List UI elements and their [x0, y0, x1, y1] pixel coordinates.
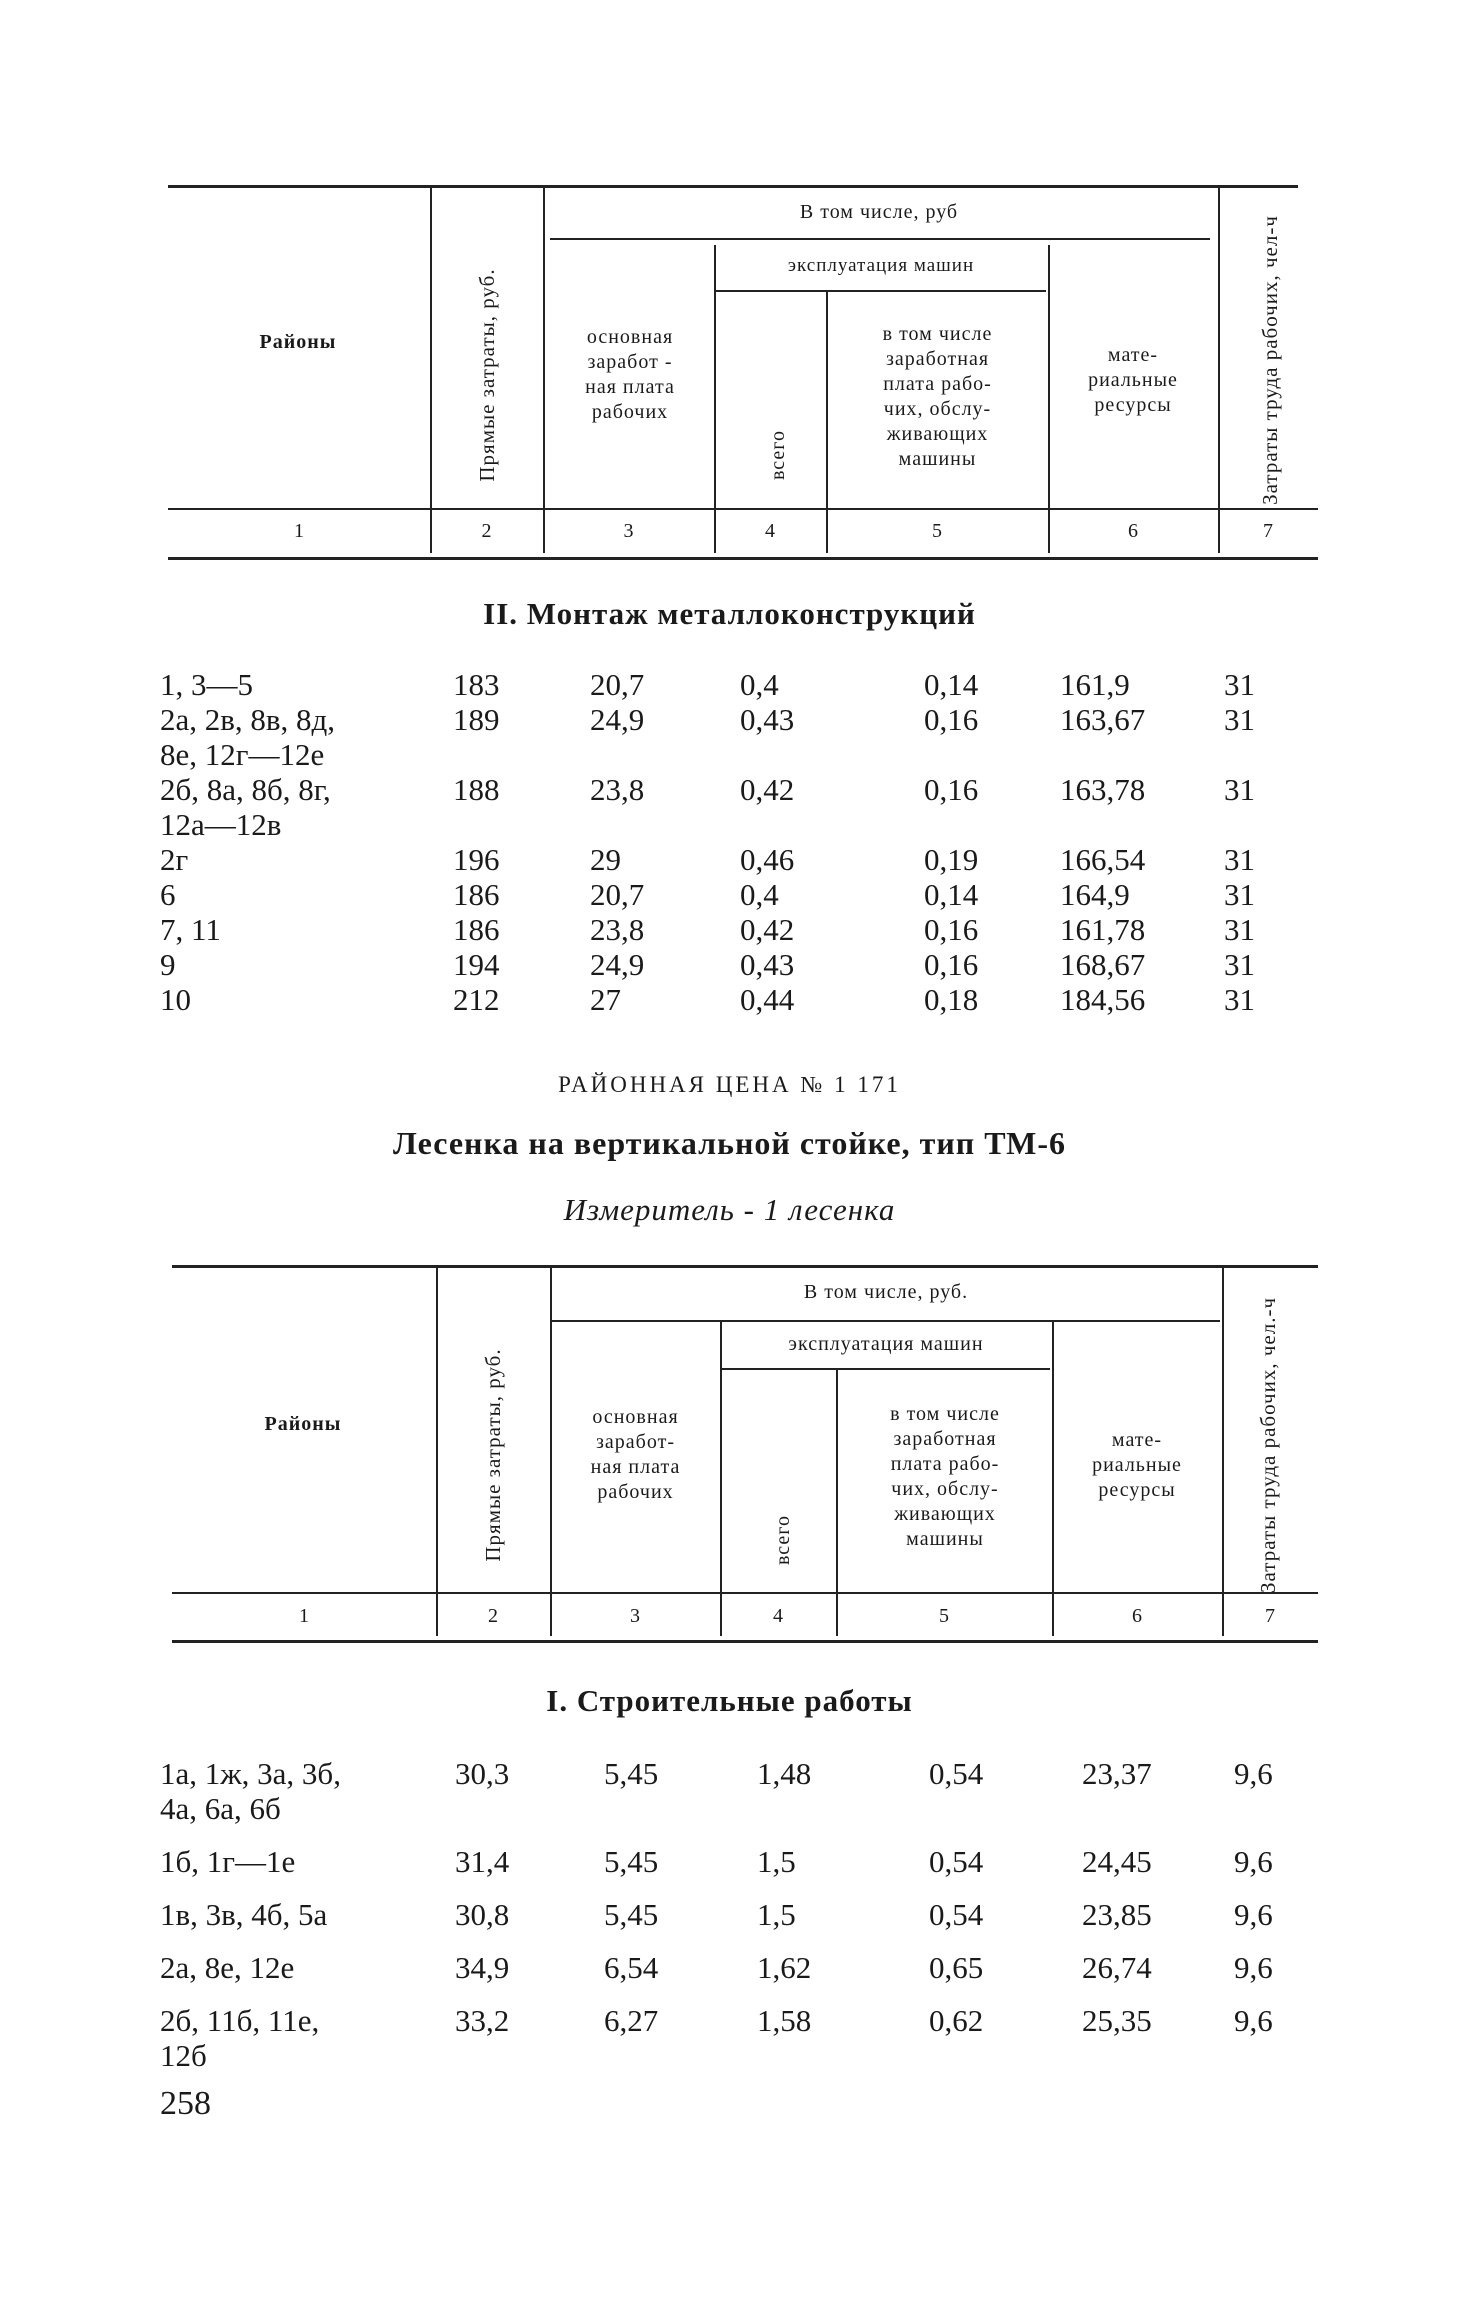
table2-col-incl-wage: в том числе заработная плата рабо- чих, обслу- живающих машины [890, 1403, 1000, 1550]
cell-materials: 163,67 [1060, 702, 1146, 737]
table1-divider [826, 290, 828, 553]
cell-incl: 0,54 [929, 1897, 984, 1932]
table1-group-rule [716, 290, 1046, 292]
cell-labor: 9,6 [1234, 2003, 1273, 2038]
table1-colnum: 6 [1128, 520, 1138, 542]
cell-incl: 0,14 [924, 667, 979, 702]
table2-col-base-wage: основная заработ- ная плата рабочих [590, 1406, 681, 1503]
table-row [0, 772, 1459, 808]
table2-col-materials: мате- риальные ресурсы [1092, 1429, 1182, 1501]
table-row [0, 1756, 1459, 1792]
table1-colnum: 1 [294, 520, 304, 542]
cell-wage: 23,8 [590, 912, 645, 947]
cell-materials: 163,78 [1060, 772, 1146, 807]
page-number: 258 [160, 2085, 211, 2122]
table1-header-rule [168, 508, 1318, 510]
cell-wage: 5,45 [604, 1897, 659, 1932]
table2-group-rule [552, 1320, 1220, 1322]
cell-incl: 0,16 [924, 702, 979, 737]
table-row [0, 1844, 1459, 1880]
cell-materials: 23,37 [1082, 1756, 1152, 1791]
table2-colnum: 7 [1265, 1605, 1275, 1627]
table-row [0, 947, 1459, 983]
cell-wage: 6,27 [604, 2003, 659, 2038]
table-row [0, 667, 1459, 703]
cell-incl: 0,54 [929, 1844, 984, 1879]
cell-labor: 9,6 [1234, 1950, 1273, 1985]
cell-total: 0,42 [740, 912, 795, 947]
cell-total: 1,5 [757, 1844, 796, 1879]
cell-region: 1в, 3в, 4б, 5а [160, 1897, 328, 1932]
cell-direct: 31,4 [455, 1844, 510, 1879]
cell-region: 1а, 1ж, 3а, 3б, [160, 1756, 341, 1791]
table1-col-machine-operation: эксплуатация машин [787, 255, 975, 276]
cell-materials: 24,45 [1082, 1844, 1152, 1879]
cell-labor: 9,6 [1234, 1756, 1273, 1791]
table2-col-direct-costs: Прямые затраты, руб. [481, 1348, 505, 1562]
cell-incl: 0,14 [924, 877, 979, 912]
table1-colnum: 7 [1263, 520, 1273, 542]
cell-direct: 189 [453, 702, 500, 737]
table2-divider [836, 1368, 838, 1636]
cell-region: 2б, 8а, 8б, 8г, [160, 772, 331, 807]
table2-colnum: 3 [630, 1605, 640, 1627]
cell-total: 0,42 [740, 772, 795, 807]
table1-colnum: 2 [481, 520, 492, 542]
cell-region: 9 [160, 947, 176, 982]
cell-labor: 31 [1224, 667, 1255, 702]
cell-total: 0,43 [740, 947, 795, 982]
cell-labor: 31 [1224, 842, 1255, 877]
cell-direct: 186 [453, 877, 500, 912]
cell-wage: 5,45 [604, 1844, 659, 1879]
cell-direct: 186 [453, 912, 500, 947]
cell-materials: 166,54 [1060, 842, 1146, 877]
cell-labor: 31 [1224, 947, 1255, 982]
cell-total: 0,4 [740, 667, 779, 702]
table-row [0, 912, 1459, 948]
table1-col-direct-costs: Прямые затраты, руб. [475, 268, 499, 482]
table1-colnum: 3 [623, 520, 634, 542]
table2-group-rule [722, 1368, 1050, 1370]
cell-region: 7, 11 [160, 912, 221, 947]
cell-region: 2г [160, 842, 189, 877]
cell-wage: 20,7 [590, 667, 645, 702]
table2-colnum: 2 [488, 1605, 498, 1627]
cell-region: 6 [160, 877, 176, 912]
cell-wage: 27 [590, 982, 621, 1017]
table2-bottom-rule [172, 1640, 1318, 1643]
cell-wage: 23,8 [590, 772, 645, 807]
cell-total: 0,4 [740, 877, 779, 912]
cell-total: 0,46 [740, 842, 795, 877]
cell-incl: 0,16 [924, 947, 979, 982]
table-row [0, 877, 1459, 913]
cell-labor: 31 [1224, 982, 1255, 1017]
table2-colnum: 4 [773, 1605, 783, 1627]
cell-direct: 30,3 [455, 1756, 510, 1791]
table2-top-rule [172, 1265, 1318, 1268]
cell-wage: 29 [590, 842, 621, 877]
cell-total: 0,44 [740, 982, 795, 1017]
cell-region: 1, 3—5 [160, 667, 253, 702]
cell-incl: 0,19 [924, 842, 979, 877]
cell-incl: 0,62 [929, 2003, 984, 2038]
table2-colnum: 5 [939, 1605, 949, 1627]
cell-incl: 0,16 [924, 772, 979, 807]
cell-materials: 26,74 [1082, 1950, 1152, 1985]
cell-materials: 164,9 [1060, 877, 1130, 912]
table2-section-title: I. Строительные работы [546, 1683, 913, 1718]
cell-labor: 9,6 [1234, 1897, 1273, 1932]
table1-bottom-rule [168, 557, 1318, 560]
table2-col-machine-operation: эксплуатация машин [788, 1333, 984, 1355]
cell-labor: 31 [1224, 877, 1255, 912]
table2-colnum: 1 [299, 1605, 309, 1627]
table1-colnum: 5 [932, 520, 942, 542]
cell-incl: 0,65 [929, 1950, 984, 1985]
cell-region-continued: 4а, 6а, 6б [160, 1791, 281, 1826]
cell-region: 2б, 11б, 11е, [160, 2003, 320, 2038]
table2-col-labor: Затраты труда рабочих, чел.-ч [1256, 1296, 1280, 1594]
cell-materials: 25,35 [1082, 2003, 1152, 2038]
cell-incl: 0,54 [929, 1756, 984, 1791]
table1-col-base-wage: основная заработ - ная плата рабочих [585, 326, 675, 423]
cell-materials: 168,67 [1060, 947, 1146, 982]
cell-direct: 212 [453, 982, 500, 1017]
cell-materials: 23,85 [1082, 1897, 1152, 1932]
cell-materials: 184,56 [1060, 982, 1146, 1017]
cell-labor: 31 [1224, 702, 1255, 737]
table1-divider [430, 188, 432, 553]
cell-region: 2а, 8е, 12е [160, 1950, 295, 1985]
cell-wage: 20,7 [590, 877, 645, 912]
cell-wage: 24,9 [590, 947, 645, 982]
cell-materials: 161,78 [1060, 912, 1146, 947]
table1-colnum: 4 [765, 520, 775, 542]
table1-col-materials: мате- риальные ресурсы [1088, 344, 1178, 416]
item-title: Лесенка на вертикальной стойке, тип ТМ-6 [393, 1125, 1066, 1161]
cell-direct: 183 [453, 667, 500, 702]
table-row [0, 2003, 1459, 2039]
table-row [0, 1950, 1459, 1986]
cell-region-continued: 12а—12в [160, 807, 282, 842]
cell-total: 1,62 [757, 1950, 812, 1985]
cell-direct: 34,9 [455, 1950, 510, 1985]
cell-direct: 30,8 [455, 1897, 510, 1932]
table-row [0, 1897, 1459, 1933]
table2-colnum: 6 [1132, 1605, 1142, 1627]
table-row [0, 982, 1459, 1018]
table2-divider [436, 1268, 438, 1636]
cell-wage: 6,54 [604, 1950, 659, 1985]
table1-col-incl-wage: в том числе заработная плата рабо- чих, обслу- живающих машины [882, 323, 993, 470]
table2-divider [550, 1268, 552, 1636]
cell-labor: 31 [1224, 772, 1255, 807]
cell-region-continued: 8е, 12г—12е [160, 737, 325, 772]
table1-col-including: В том числе, руб [799, 201, 959, 223]
cell-region-continued: 12б [160, 2038, 207, 2073]
table2-col-regions: Районы [264, 1413, 342, 1435]
cell-total: 1,58 [757, 2003, 812, 2038]
cell-direct: 33,2 [455, 2003, 510, 2038]
price-label: РАЙОННАЯ ЦЕНА № 1 171 [558, 1072, 901, 1097]
cell-region: 1б, 1г—1е [160, 1844, 296, 1879]
table1-divider [1218, 188, 1220, 553]
table1-top-rule [168, 185, 1298, 188]
table2-col-total: всего [772, 1514, 794, 1566]
table-row [0, 702, 1459, 738]
cell-region: 10 [160, 982, 191, 1017]
table1-section-title: II. Монтаж металлоконструкций [483, 596, 976, 631]
cell-labor: 9,6 [1234, 1844, 1273, 1879]
table1-group-rule [550, 238, 1210, 240]
cell-incl: 0,16 [924, 912, 979, 947]
cell-wage: 24,9 [590, 702, 645, 737]
cell-total: 1,5 [757, 1897, 796, 1932]
table1-col-labor: Затраты труда рабочих, чел-ч [1258, 215, 1282, 505]
table2-divider [1222, 1268, 1224, 1636]
table1-col-regions: Районы [259, 331, 337, 353]
cell-direct: 194 [453, 947, 500, 982]
cell-incl: 0,18 [924, 982, 979, 1017]
table2-header-rule [172, 1592, 1318, 1594]
measure-unit: Измеритель - 1 лесенка [563, 1192, 896, 1227]
cell-direct: 196 [453, 842, 500, 877]
cell-total: 0,43 [740, 702, 795, 737]
table1-divider [543, 188, 545, 553]
table1-col-total: всего [767, 429, 789, 481]
table2-col-including: В том числе, руб. [803, 1281, 969, 1303]
cell-wage: 5,45 [604, 1756, 659, 1791]
table-row [0, 842, 1459, 878]
cell-region: 2а, 2в, 8в, 8д, [160, 702, 336, 737]
cell-direct: 188 [453, 772, 500, 807]
cell-materials: 161,9 [1060, 667, 1130, 702]
cell-labor: 31 [1224, 912, 1255, 947]
cell-total: 1,48 [757, 1756, 812, 1791]
